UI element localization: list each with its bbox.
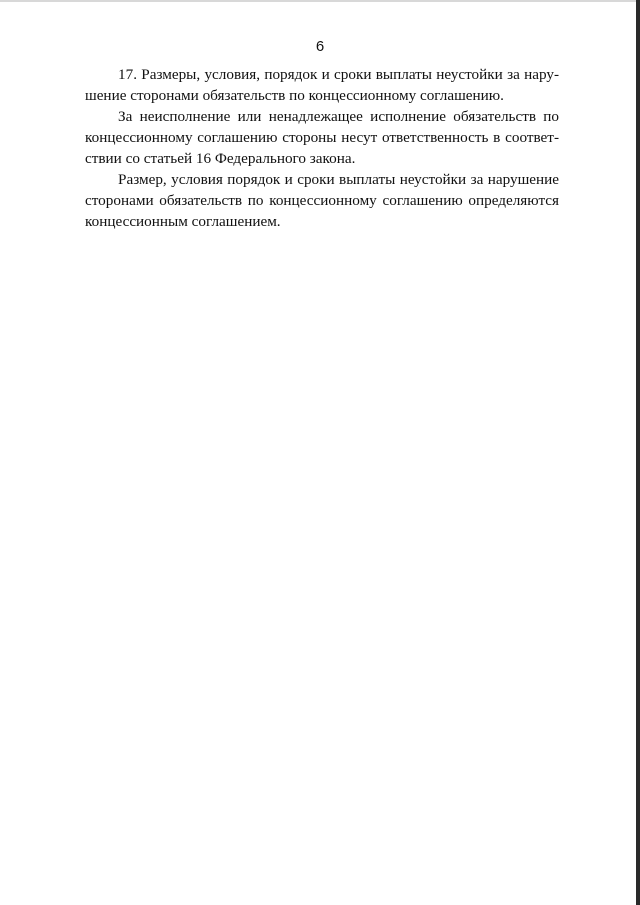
paragraph-penalty-terms	[85, 169, 559, 232]
scan-edge-top	[0, 0, 640, 2]
page-number: 6	[315, 38, 325, 55]
paragraph-line: 17. Размеры, условия, порядок и сроки выплаты неустойки за нару-	[118, 66, 559, 83]
paragraph-line: За неисполнение или ненадлежащее исполнение обязательств по	[118, 108, 559, 125]
paragraph-line: концессионному соглашению стороны несут ответственность в соответ-	[85, 129, 559, 146]
paragraph-line: шение сторонами обязательств по концессионному соглашению.	[85, 87, 504, 104]
paragraph-line: сторонами обязательств по концессионному соглашению определяются	[85, 192, 559, 209]
paragraph-liability	[85, 106, 559, 169]
scan-edge-right	[636, 0, 640, 905]
document-body	[85, 64, 559, 232]
paragraph-line: концессионным соглашением.	[85, 213, 281, 230]
paragraph-17-heading	[85, 64, 559, 106]
paragraph-line: ствии со статьей 16 Федерального закона.	[85, 150, 356, 167]
paragraph-line: Размер, условия порядок и сроки выплаты неустойки за нарушение	[118, 171, 559, 188]
